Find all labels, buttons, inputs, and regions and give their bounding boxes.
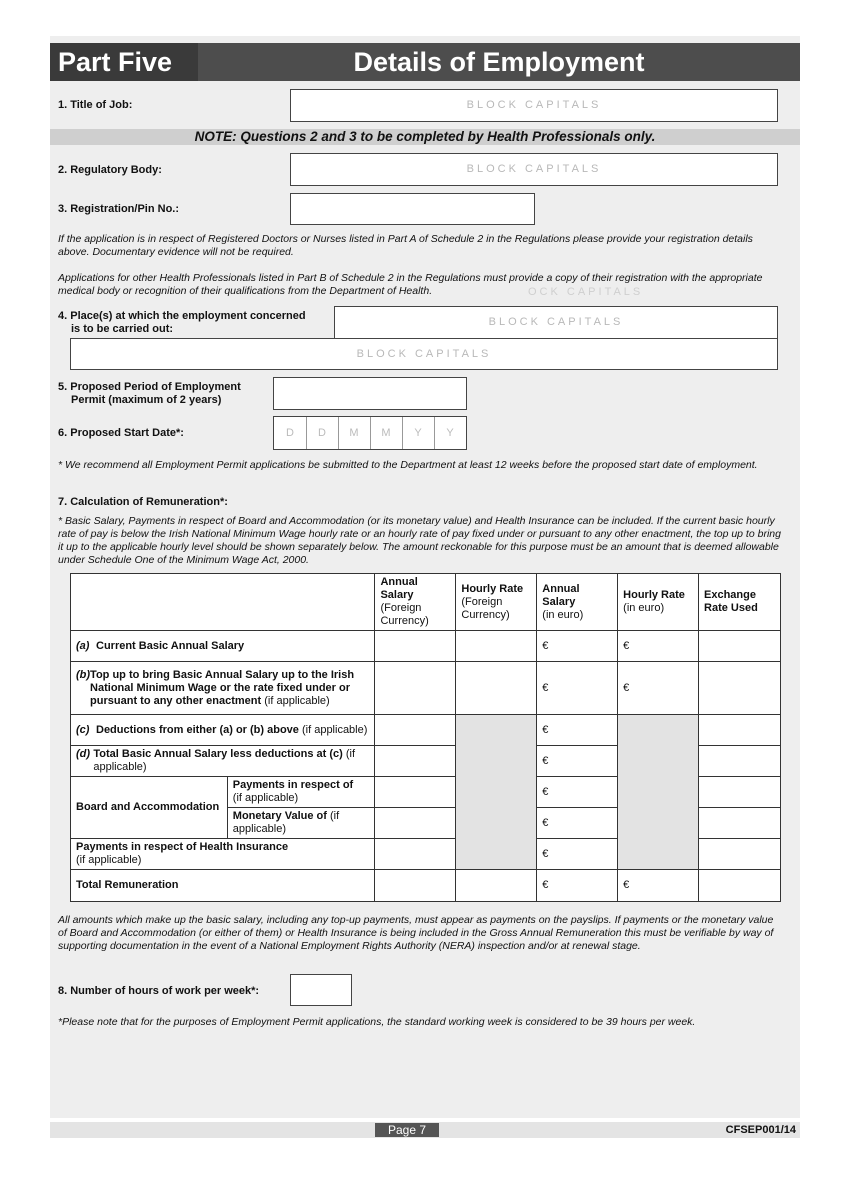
section-header — [50, 43, 800, 81]
cell-health-annual-euro[interactable]: € — [537, 839, 618, 870]
cell-a-hourly-foreign[interactable] — [456, 631, 537, 662]
form-code: CFSEP001/14 — [725, 1124, 796, 1136]
header-annual-foreign: Annual Salary (Foreign Currency) — [375, 574, 456, 631]
other-health-professionals-note: Applications for other Health Professionals listed in Part B of Schedule 2 in the Regulations must provide a copy of their registration with the appropriate medical body or recognition of their qualifications from the Department of Health. — [58, 272, 763, 297]
standard-week-note: *Please note that for the purposes of Employment Permit applications, the standard working week is considered to be 39 hours per week. — [58, 1016, 696, 1028]
registered-doctors-note: If the application is in respect of Registered Doctors or Nurses listed in Part A of Schedule 2 in the Regulations please provide your registration details above. Documentary evidence will not be required. — [58, 233, 753, 258]
header-blank — [71, 574, 375, 631]
table-row-c: (c) Deductions from either (a) or (b) above (if applicable) € — [71, 715, 781, 746]
board-accommodation-label: Board and Accommodation — [71, 777, 228, 839]
header-annual-euro: Annual Salary (in euro) — [537, 574, 618, 631]
cell-b-annual-foreign[interactable] — [375, 662, 456, 715]
cell-d-annual-euro[interactable]: € — [537, 746, 618, 777]
start-date-month-1[interactable]: M — [338, 417, 371, 449]
cell-board-payments-annual-euro[interactable]: € — [537, 777, 618, 808]
remuneration-label: 7. Calculation of Remuneration*: — [58, 496, 228, 508]
hourly-foreign-shaded — [456, 715, 537, 870]
table-row-board-payments: Board and Accommodation Payments in respect of (if applicable) € — [71, 777, 781, 808]
cell-health-annual-foreign[interactable] — [375, 839, 456, 870]
regulatory-body-label: 2. Regulatory Body: — [58, 164, 162, 176]
place-of-employment-field-1[interactable]: BLOCK CAPITALS — [334, 306, 778, 339]
place-of-employment-label-line1: 4. Place(s) at which the employment concerned — [58, 310, 306, 322]
place-of-employment-label-line2: is to be carried out: — [71, 323, 174, 335]
submission-recommendation: * We recommend all Employment Permit applications be submitted to the Department at least 12 weeks before the proposed start date of employment. — [58, 459, 758, 471]
start-date-field[interactable] — [273, 416, 467, 450]
ghost-placeholder-text: OCK CAPITALS — [528, 286, 644, 298]
table-row-board-monetary: Monetary Value of (if applicable) € — [71, 808, 781, 839]
cell-board-monetary-annual-euro[interactable]: € — [537, 808, 618, 839]
job-title-label: 1. Title of Job: — [58, 99, 133, 111]
health-professionals-note: NOTE: Questions 2 and 3 to be completed by Health Professionals only. — [50, 129, 800, 145]
cell-health-exchange[interactable] — [699, 839, 781, 870]
cell-c-annual-euro[interactable]: € — [537, 715, 618, 746]
start-date-label: 6. Proposed Start Date*: — [58, 427, 184, 439]
table-row-total — [71, 870, 781, 902]
header-hourly-foreign: Hourly Rate (Foreign Currency) — [456, 574, 537, 631]
cell-a-annual-foreign[interactable] — [375, 631, 456, 662]
cell-c-exchange[interactable] — [699, 715, 781, 746]
remuneration-note: * Basic Salary, Payments in respect of Board and Accommodation (or its monetary value) and Health Insurance can be included. If the current basic hourly rate of pay is below the Irish National Minimum Wage hourly rate or an hourly rate of pay fixed under or pursuant to any other enactment, the top up to bring it up to the applicable hourly level should be shown separately below. The amount reckonable for this purpose must be an amount that is deemed allowable under Schedule One of the Minimum Wage Act, 2000. — [58, 515, 781, 566]
part-label: Part Five — [50, 43, 198, 81]
cell-total-hourly-euro[interactable]: € — [618, 870, 699, 902]
cell-total-hourly-foreign[interactable] — [456, 870, 537, 902]
period-of-employment-field[interactable] — [273, 377, 467, 410]
table-row-b: (b) Top up to bring Basic Annual Salary up to the Irish National Minimum Wage or the rate fixed under or pursuant to any other enactment (if applicable) € € — [71, 662, 781, 715]
period-of-employment-label-line2: Permit (maximum of 2 years) — [71, 394, 222, 406]
start-date-day-1[interactable]: D — [274, 417, 307, 449]
page-number: Page 7 — [375, 1123, 439, 1137]
table-row-health: Payments in respect of Health Insurance (if applicable) € — [71, 839, 781, 870]
cell-b-annual-euro[interactable]: € — [537, 662, 618, 715]
cell-a-hourly-euro[interactable]: € — [618, 631, 699, 662]
registration-pin-label: 3. Registration/Pin No.: — [58, 203, 180, 215]
table-row-a: (a) Current Basic Annual Salary € € — [71, 631, 781, 662]
start-date-day-2[interactable]: D — [306, 417, 339, 449]
cell-c-annual-foreign[interactable] — [375, 715, 456, 746]
section-title: Details of Employment — [353, 47, 645, 77]
cell-board-payments-exchange[interactable] — [699, 777, 781, 808]
remuneration-table — [70, 573, 781, 902]
cell-board-monetary-annual-foreign[interactable] — [375, 808, 456, 839]
hourly-euro-shaded — [618, 715, 699, 870]
registration-pin-field[interactable] — [290, 193, 535, 225]
period-of-employment-label-line1: 5. Proposed Period of Employment — [58, 381, 241, 393]
header-hourly-euro: Hourly Rate (in euro) — [618, 574, 699, 631]
page-footer — [50, 1122, 800, 1138]
cell-board-payments-annual-foreign[interactable] — [375, 777, 456, 808]
total-remuneration-label: Total Remuneration — [71, 870, 375, 902]
start-date-month-2[interactable]: M — [370, 417, 403, 449]
hours-per-week-field[interactable] — [290, 974, 352, 1006]
cell-a-exchange[interactable] — [699, 631, 781, 662]
job-title-field[interactable]: BLOCK CAPITALS — [290, 89, 778, 122]
place-of-employment-field-2[interactable]: BLOCK CAPITALS — [70, 338, 778, 370]
table-row-d: (d) Total Basic Annual Salary less deductions at (c) (if applicable) € — [71, 746, 781, 777]
regulatory-body-field[interactable]: BLOCK CAPITALS — [290, 153, 778, 186]
amounts-note: All amounts which make up the basic salary, including any top-up payments, must appear as payments on the payslips. If payments or the monetary value of Board and Accommodation (or either of them) or Health Insurance is being included in the Gross Annual Remuneration this must be verifiable by way of supporting documentation in the event of a National Employment Rights Authority (NERA) inspection and/or at renewal stage. — [58, 914, 774, 952]
cell-total-annual-euro[interactable]: € — [537, 870, 618, 902]
cell-total-exchange[interactable] — [699, 870, 781, 902]
hours-per-week-label: 8. Number of hours of work per week*: — [58, 985, 260, 997]
cell-board-monetary-exchange[interactable] — [699, 808, 781, 839]
cell-b-hourly-euro[interactable]: € — [618, 662, 699, 715]
cell-a-annual-euro[interactable]: € — [537, 631, 618, 662]
cell-total-annual-foreign[interactable] — [375, 870, 456, 902]
cell-b-exchange[interactable] — [699, 662, 781, 715]
cell-b-hourly-foreign[interactable] — [456, 662, 537, 715]
cell-d-annual-foreign[interactable] — [375, 746, 456, 777]
header-exchange-rate: Exchange Rate Used — [699, 574, 781, 631]
start-date-year-1[interactable]: Y — [402, 417, 435, 449]
start-date-year-2[interactable]: Y — [446, 427, 454, 439]
table-header-row — [71, 574, 781, 631]
cell-d-exchange[interactable] — [699, 746, 781, 777]
